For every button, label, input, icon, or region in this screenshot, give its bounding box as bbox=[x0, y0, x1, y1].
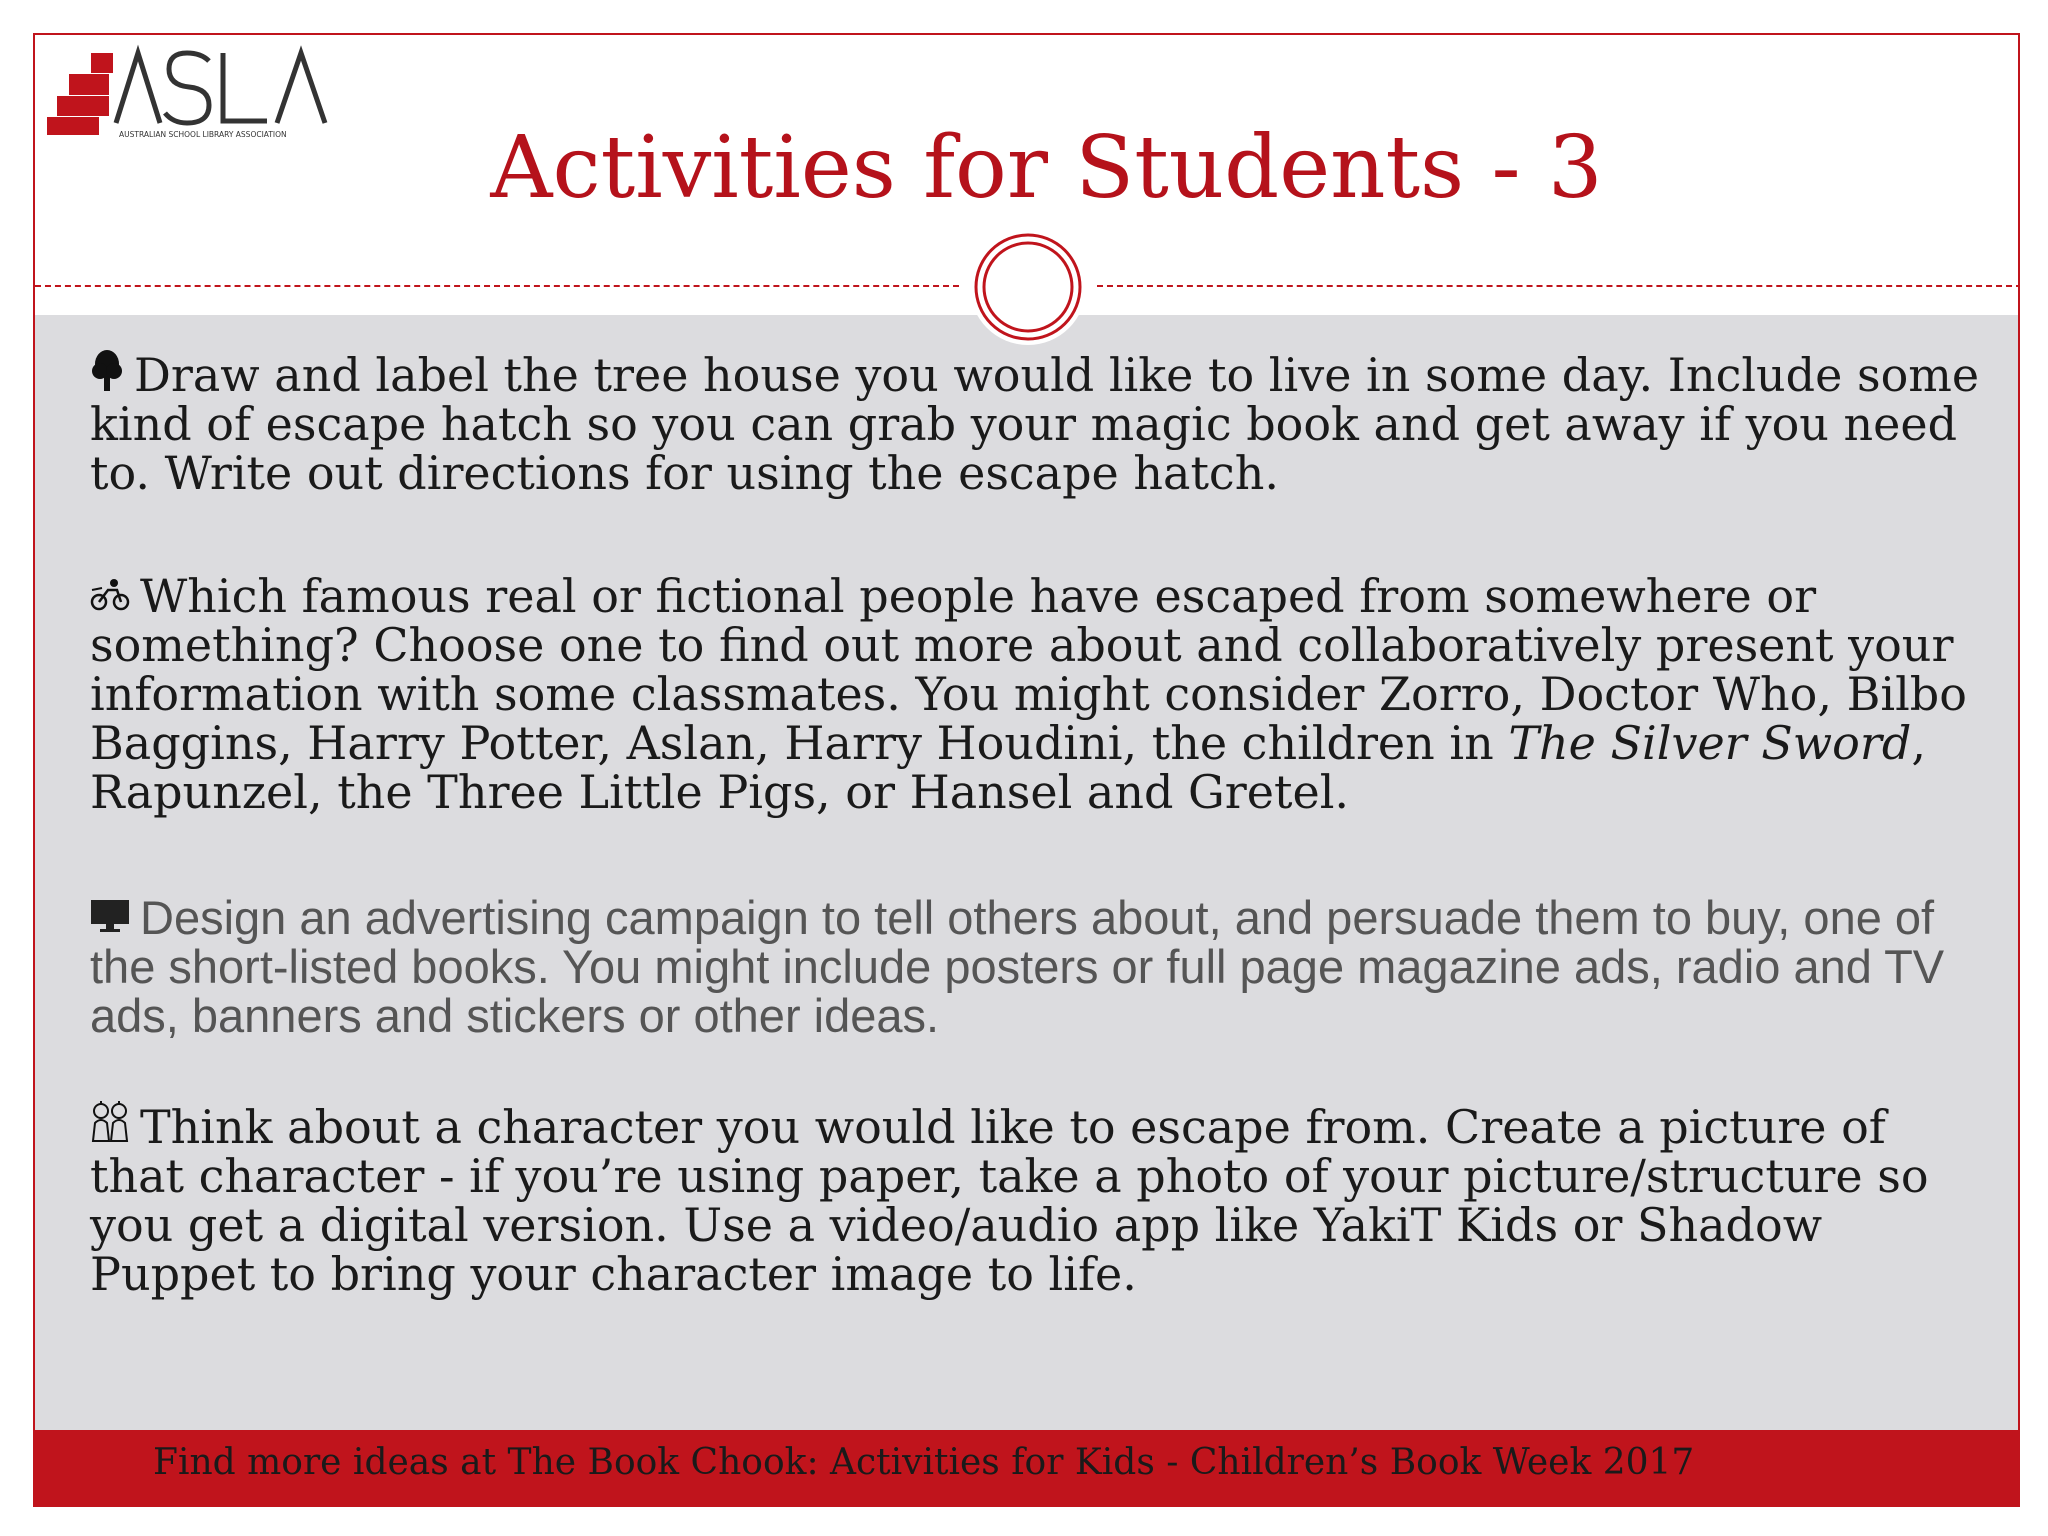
activity-3-text: Design an advertising campaign to tell others about, and persuade them to buy, one of the short-listed books. You might include posters or full page magazine ads, radio and TV ads, banners and stickers or other ideas. bbox=[90, 891, 1945, 1042]
divider-left bbox=[35, 285, 959, 287]
divider-circle-ornament bbox=[970, 229, 1086, 345]
footer-bar bbox=[35, 1430, 2018, 1505]
activity-1 bbox=[90, 349, 1990, 498]
activity-4 bbox=[90, 1101, 1990, 1299]
activity-2 bbox=[90, 569, 1990, 819]
monitor-icon bbox=[90, 893, 130, 942]
tree-icon bbox=[90, 349, 124, 400]
footer-text: Find more ideas at The Book Chook: Activities for Kids - Children’s Book Week 2017 bbox=[153, 1442, 1695, 1483]
divider-right bbox=[1097, 285, 2020, 287]
activity-3 bbox=[90, 893, 1990, 1040]
activity-2-text: Which famous real or fictional people have escaped from somewhere or something? Choose one to find out more about and collaboratively present your information with some classmates. You might consider Zorro, Doctor Who, Bilbo Baggins, Harry Potter, Aslan, Harry Houdini, the children in bbox=[90, 569, 1967, 770]
logo-subtitle: AUSTRALIAN SCHOOL LIBRARY ASSOCIATION bbox=[119, 130, 287, 139]
slide bbox=[33, 33, 2020, 1507]
puppets-icon bbox=[90, 1101, 130, 1152]
activity-4-text: Think about a character you would like to escape from. Create a picture of that character - if you’re using paper, take a photo of your picture/structure so you get a digital version. Use a video/audio app like YakiT Kids or Shadow Puppet to bring your character image to life. bbox=[90, 1100, 1929, 1301]
cyclist-icon bbox=[90, 572, 130, 621]
book-title-silver-sword: The Silver Sword bbox=[1508, 716, 1912, 770]
activity-1-text: Draw and label the tree house you would like to live in some day. Include some kind of escape hatch so you can grab your magic book and get away if you need to. Write out directions for using the escape hatch. bbox=[90, 348, 1980, 500]
activity-2-text-end: , Rapunzel, the Three Little Pigs, or Hansel and Gretel. bbox=[90, 716, 1926, 819]
page-title: Activities for Students - 3 bbox=[490, 118, 1603, 218]
